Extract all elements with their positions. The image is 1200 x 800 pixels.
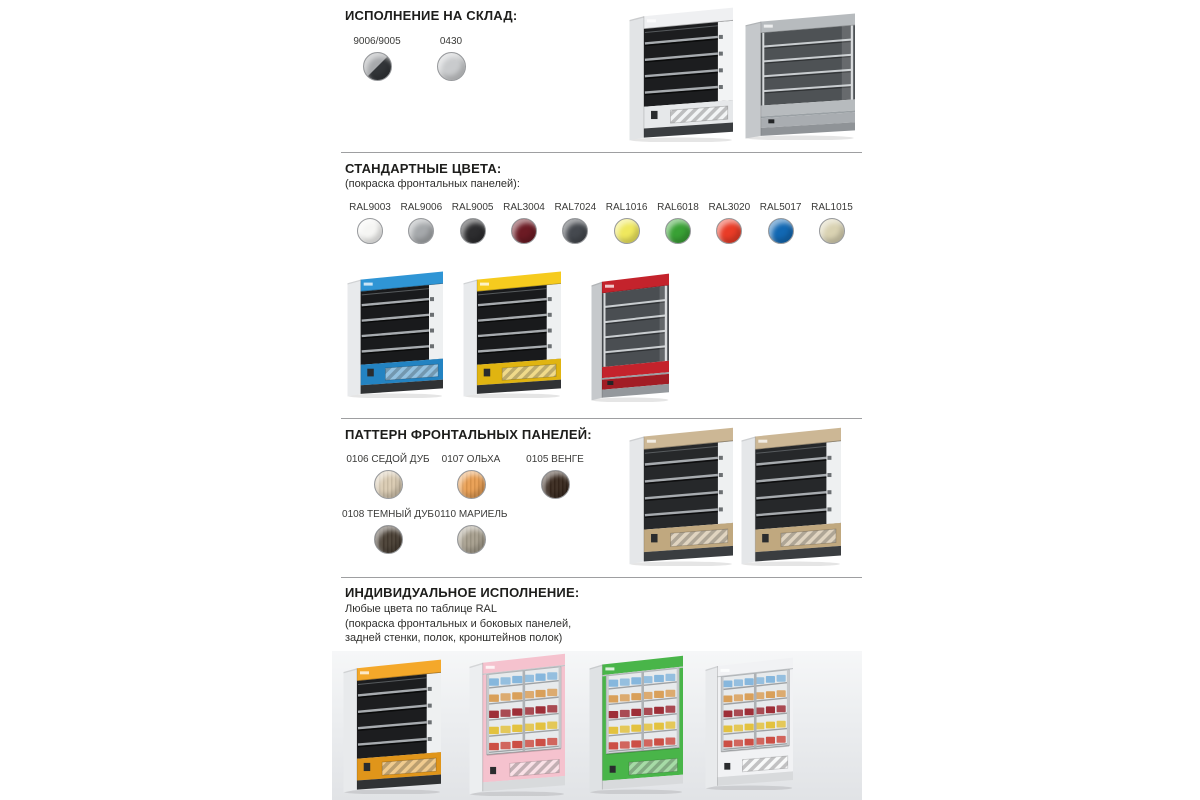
color-swatch	[396, 202, 446, 244]
color-swatch	[550, 202, 600, 244]
color-swatch-dot	[460, 218, 486, 244]
individual-description-line: Любые цвета по таблице RAL	[345, 603, 497, 615]
section-divider	[341, 577, 862, 578]
pattern-swatch-row-1	[345, 454, 599, 499]
color-swatch-label: RAL9005	[451, 202, 494, 213]
pattern-section-title: ПАТТЕРН ФРОНТАЛЬНЫХ ПАНЕЛЕЙ:	[345, 427, 592, 442]
color-swatch-label: RAL6018	[657, 202, 699, 213]
color-swatch-dot	[614, 218, 640, 244]
color-swatch	[448, 202, 498, 244]
pattern-cabinet-oak-1-image	[628, 426, 734, 566]
custom-cabinet-white-image	[704, 656, 794, 790]
custom-cabinet-green-image	[588, 654, 684, 794]
color-swatch-dot	[408, 218, 434, 244]
color-swatch-dot	[457, 470, 486, 499]
color-swatch-label: RAL9006	[400, 202, 443, 213]
color-swatch-dot	[511, 218, 537, 244]
color-swatch-dot	[457, 525, 486, 554]
section-divider	[341, 418, 862, 419]
stock-cabinet-gray-image	[744, 12, 856, 140]
custom-cabinet-pink-image	[468, 652, 566, 796]
color-swatch-label: RAL5017	[759, 202, 802, 213]
color-swatch	[653, 202, 703, 244]
color-swatch	[348, 36, 406, 81]
color-swatch	[499, 202, 549, 244]
color-swatch-label: RAL1016	[605, 202, 648, 213]
color-swatch-dot	[374, 525, 403, 554]
standard-cabinet-yellow-image	[462, 270, 562, 398]
individual-section-title: ИНДИВИДУАЛЬНОЕ ИСПОЛНЕНИЕ:	[345, 585, 580, 600]
standard-colors-section-title: СТАНДАРТНЫЕ ЦВЕТА:	[345, 161, 502, 176]
color-swatch-label: RAL9003	[349, 202, 391, 213]
color-swatch	[704, 202, 754, 244]
color-swatch-dot	[437, 52, 466, 81]
color-swatch-dot	[363, 52, 392, 81]
stock-section-title: ИСПОЛНЕНИЕ НА СКЛАД:	[345, 8, 518, 23]
color-swatch-dot	[716, 218, 742, 244]
color-swatch	[807, 202, 857, 244]
color-swatch-dot	[357, 218, 383, 244]
color-swatch-label: RAL1015	[811, 202, 853, 213]
color-swatch-label: 0108 ТЕМНЫЙ ДУБ	[342, 509, 434, 520]
pattern-cabinet-oak-2-image	[740, 426, 842, 566]
ral-swatch-row	[345, 202, 857, 244]
individual-description-line: (покраска фронтальных и боковых панелей,	[345, 617, 572, 630]
color-swatch-dot	[541, 470, 570, 499]
color-swatch-label: RAL7024	[554, 202, 597, 213]
section-divider	[341, 152, 862, 153]
color-swatch	[511, 454, 599, 499]
custom-cabinet-orange-image	[342, 658, 442, 794]
color-swatch-label: 0110 МАРИЕЛЬ	[434, 509, 508, 520]
pattern-swatch-row-2	[342, 509, 511, 554]
color-swatch	[431, 454, 511, 499]
color-swatch-label: 0430	[439, 36, 463, 47]
standard-cabinet-blue-image	[346, 270, 444, 398]
stock-cabinet-white-image	[628, 6, 734, 142]
color-swatch	[342, 509, 434, 554]
color-swatch-label: 0106 СЕДОЙ ДУБ	[346, 454, 430, 465]
color-swatch-label: 0107 ОЛЬХА	[441, 454, 501, 465]
color-swatch-dot	[665, 218, 691, 244]
color-swatch-label: 9006/9005	[353, 36, 401, 47]
color-swatch-label: RAL3020	[708, 202, 751, 213]
standard-cabinet-red-image	[590, 272, 670, 402]
color-swatch-dot	[562, 218, 588, 244]
color-swatch	[345, 202, 395, 244]
individual-description	[345, 602, 571, 646]
color-swatch-dot	[374, 470, 403, 499]
color-swatch-dot	[819, 218, 845, 244]
color-swatch	[422, 36, 480, 81]
stock-swatch-row	[348, 36, 480, 81]
standard-colors-subtitle: (покраска фронтальных панелей):	[345, 178, 520, 190]
color-swatch	[756, 202, 806, 244]
color-swatch-label: RAL3004	[503, 202, 545, 213]
color-swatch-label: 0105 ВЕНГЕ	[526, 454, 584, 465]
individual-description-line: задней стенки, полок, кронштейнов полок)	[345, 632, 563, 644]
color-swatch	[602, 202, 652, 244]
color-swatch	[431, 509, 511, 554]
color-swatch-dot	[768, 218, 794, 244]
color-swatch	[345, 454, 431, 499]
